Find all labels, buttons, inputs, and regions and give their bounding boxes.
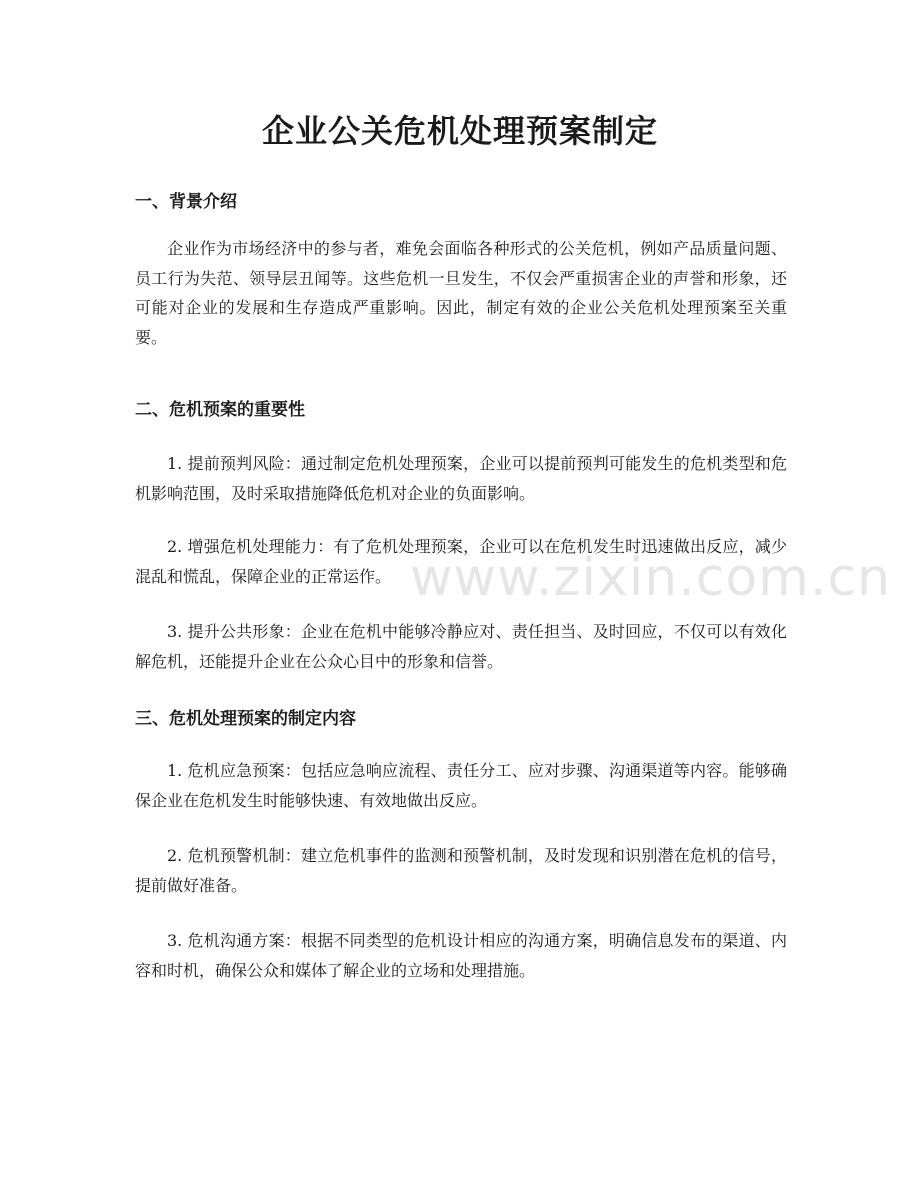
section-heading-background: 一、背景介绍: [135, 192, 237, 212]
paragraph-content-1: 1. 危机应急预案：包括应急响应流程、责任分工、应对步骤、沟通渠道等内容。能够确保企业在危机发生时能够快速、有效地做出反应。: [135, 761, 787, 810]
paragraph-importance-2: 2. 增强危机处理能力：有了危机处理预案，企业可以在危机发生时迅速做出反应，减少混乱和慌乱，保障企业的正常运作。: [135, 537, 787, 586]
paragraph-content-2: 2. 危机预警机制：建立危机事件的监测和预警机制，及时发现和识别潜在危机的信号，提前做好准备。: [135, 846, 787, 895]
paragraph-background: 企业作为市场经济中的参与者，难免会面临各种形式的公关危机，例如产品质量问题、员工行为失范、领导层丑闻等。这些危机一旦发生，不仅会严重损害企业的声誉和形象，还可能对企业的发展和生存造成严重影响。因此，制定有效的企业公关危机处理预案至关重要。: [135, 239, 787, 347]
paragraph-importance-3: 3. 提升公共形象：企业在危机中能够冷静应对、责任担当、及时回应，不仅可以有效化解危机，还能提升企业在公众心目中的形象和信誉。: [135, 622, 787, 671]
paragraph-content-3: 3. 危机沟通方案：根据不同类型的危机设计相应的沟通方案，明确信息发布的渠道、内容和时机，确保公众和媒体了解企业的立场和处理措施。: [135, 931, 787, 980]
section-heading-importance: 二、危机预案的重要性: [135, 400, 305, 420]
watermark: www.zixin.com.cn: [410, 548, 891, 608]
section-heading-content: 三、危机处理预案的制定内容: [135, 709, 356, 729]
document-title: 企业公关危机处理预案制定: [261, 112, 658, 150]
paragraph-importance-1: 1. 提前预判风险：通过制定危机处理预案，企业可以提前预判可能发生的危机类型和危机影响范围，及时采取措施降低危机对企业的负面影响。: [135, 454, 787, 503]
